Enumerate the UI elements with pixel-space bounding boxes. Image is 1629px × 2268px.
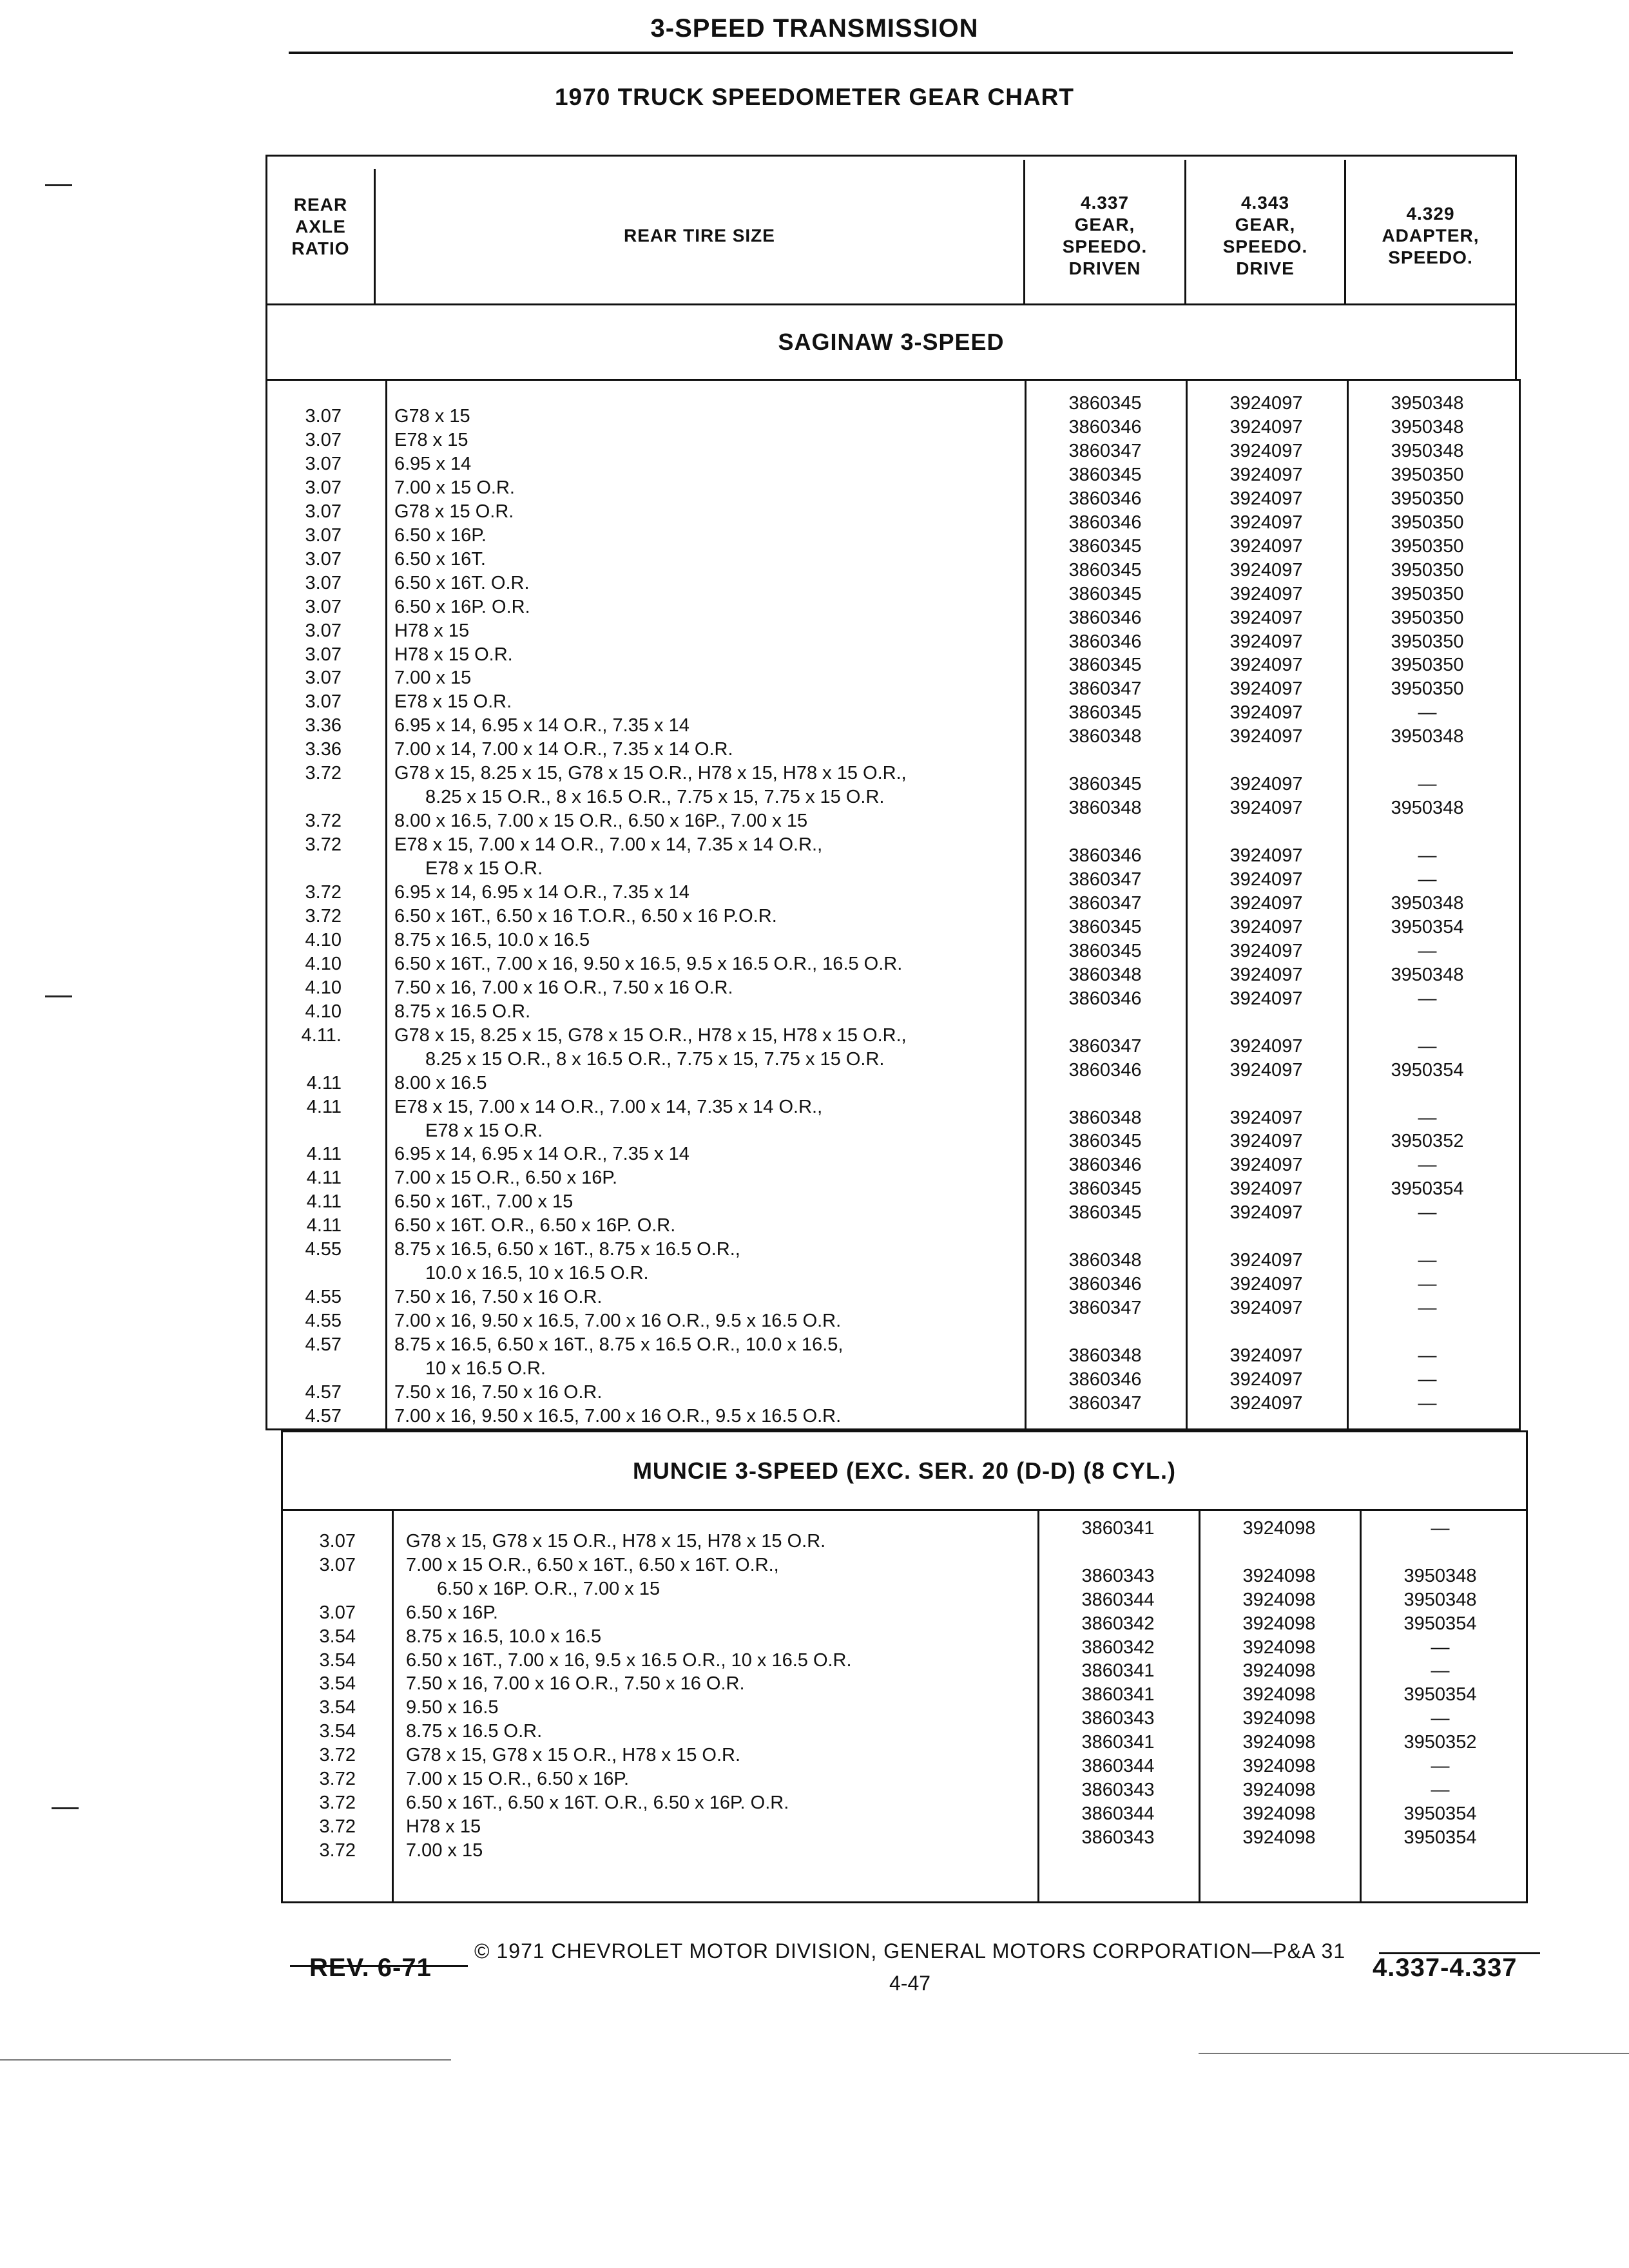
title-rule (289, 52, 1513, 54)
tire-size-cell: G78 x 15 O.R. (394, 501, 514, 522)
gear-driven-cell: 3860347 (1068, 869, 1142, 890)
gear-driven-cell: 3860343 (1081, 1565, 1155, 1586)
tire-size-cell: 7.00 x 15 (406, 1840, 483, 1861)
axle-ratio-cell: 3.72 (305, 834, 342, 856)
axle-ratio-cell: 3.72 (319, 1745, 356, 1766)
tire-size-cell: 6.50 x 16T. O.R. (394, 572, 530, 593)
section-title-saginaw: SAGINAW 3-SPEED (778, 329, 1005, 355)
table-row (0, 798, 1629, 833)
table-row (0, 1518, 1629, 1553)
section-reference: 4.337-4.337 (1373, 1954, 1518, 1982)
adapter-cell: 3950354 (1403, 1613, 1477, 1634)
gear-drive-cell: 3924097 (1229, 1035, 1303, 1057)
adapter-cell: 3950354 (1391, 1059, 1464, 1081)
gear-driven-cell: 3860346 (1068, 1059, 1142, 1081)
gear-drive-cell: 3924098 (1242, 1779, 1316, 1800)
adapter-cell: 3950348 (1391, 798, 1464, 819)
axle-ratio-cell: 3.07 (305, 691, 342, 713)
tire-size-cell: 8.00 x 16.5, 7.00 x 15 O.R., 6.50 x 16P., 7.00 x 15 (394, 811, 808, 832)
gear-driven-cell: 3860348 (1068, 964, 1142, 985)
adapter-cell: — (1431, 1756, 1450, 1776)
tire-size-cell: E78 x 15, 7.00 x 14 O.R., 7.00 x 14, 7.35 x 14 O.R., (394, 834, 823, 856)
gear-drive-cell: 3924098 (1242, 1660, 1316, 1682)
gear-drive-cell: 3924097 (1229, 774, 1303, 795)
gear-drive-cell: 3924097 (1229, 726, 1303, 747)
gear-drive-cell: 3924097 (1229, 535, 1303, 557)
tire-size-cell: G78 x 15 (394, 406, 470, 427)
gear-driven-cell: 3860348 (1068, 1345, 1142, 1366)
tire-size-cell: 6.50 x 16T. (394, 548, 486, 570)
gear-drive-cell: 3924097 (1229, 1059, 1303, 1081)
axle-ratio-cell: 3.72 (319, 1769, 356, 1789)
tire-size-cell: H78 x 15 (406, 1816, 481, 1837)
gear-drive-cell: 3924097 (1229, 916, 1303, 937)
gear-drive-cell: 3924098 (1242, 1637, 1316, 1658)
axle-ratio-cell: 3.07 (305, 668, 342, 689)
tire-size-cell: 6.50 x 16T., 7.00 x 16, 9.5 x 16.5 O.R., 10 x 16.5 O.R. (406, 1649, 852, 1671)
gear-driven-cell: 3860347 (1068, 678, 1142, 700)
scan-edge-line (0, 2059, 451, 2061)
gear-drive-cell: 3924097 (1229, 607, 1303, 628)
gear-drive-cell: 3924097 (1229, 1107, 1303, 1128)
table-row (0, 726, 1629, 762)
gear-drive-cell: 3924097 (1229, 845, 1303, 867)
gear-driven-cell: 3860342 (1081, 1637, 1155, 1658)
gear-drive-cell: 3924097 (1229, 559, 1303, 581)
tire-size-cell: E78 x 15 (394, 429, 468, 450)
page-title: 3-SPEED TRANSMISSION (650, 14, 979, 43)
axle-ratio-cell: 3.07 (305, 572, 342, 593)
gear-driven-cell: 3860343 (1081, 1779, 1155, 1800)
adapter-cell: — (1418, 1392, 1437, 1414)
axle-ratio-cell: 3.36 (305, 739, 342, 760)
tire-size-cell: E78 x 15 O.R. (394, 691, 512, 713)
tire-size-cell: G78 x 15, G78 x 15 O.R., H78 x 15, H78 x 15 O.R. (406, 1531, 826, 1552)
gear-driven-cell: 3860347 (1068, 440, 1142, 461)
table-row (0, 1298, 1629, 1333)
gear-driven-cell: 3860343 (1081, 1708, 1155, 1729)
tire-size-cell: 6.50 x 16P. O.R. (394, 596, 530, 617)
tire-size-cell: 8.75 x 16.5, 6.50 x 16T., 8.75 x 16.5 O.R., (394, 1239, 740, 1260)
tire-size-cell: 7.50 x 16, 7.50 x 16 O.R. (394, 1287, 602, 1308)
adapter-cell: — (1418, 1345, 1437, 1366)
gear-driven-cell: 3860347 (1068, 1035, 1142, 1057)
gear-driven-cell: 3860346 (1068, 1155, 1142, 1176)
chart-title: 1970 TRUCK SPEEDOMETER GEAR CHART (554, 84, 1074, 110)
tire-size-cell: 8.25 x 15 O.R., 8 x 16.5 O.R., 7.75 x 15, 7.75 x 15 O.R. (425, 787, 885, 808)
gear-drive-cell: 3924098 (1242, 1684, 1316, 1706)
tire-size-cell: 10 x 16.5 O.R. (425, 1358, 546, 1379)
gear-driven-cell: 3860341 (1081, 1660, 1155, 1682)
gear-driven-cell: 3860341 (1081, 1732, 1155, 1753)
gear-driven-cell: 3860345 (1068, 1131, 1142, 1152)
axle-ratio-cell: 4.11 (306, 1072, 342, 1093)
gear-driven-cell: 3860346 (1068, 1369, 1142, 1390)
tire-size-cell: 6.50 x 16P. O.R., 7.00 x 15 (437, 1578, 660, 1599)
gear-drive-cell: 3924097 (1229, 988, 1303, 1009)
gear-driven-cell: 3860345 (1068, 559, 1142, 581)
gear-driven-cell: 3860342 (1081, 1613, 1155, 1634)
gear-driven-cell: 3860348 (1068, 1107, 1142, 1128)
gear-driven-cell: 3860345 (1068, 940, 1142, 961)
gear-drive-cell: 3924097 (1229, 1392, 1303, 1414)
axle-ratio-cell: 3.54 (319, 1626, 356, 1647)
tire-size-cell: H78 x 15 O.R. (394, 644, 513, 665)
tire-size-cell: 10.0 x 16.5, 10 x 16.5 O.R. (425, 1263, 649, 1284)
gear-driven-cell: 3860345 (1068, 1202, 1142, 1224)
axle-ratio-cell: 4.10 (305, 977, 342, 998)
header-axle-ratio: REAR AXLE RATIO (291, 195, 350, 258)
tire-size-cell: 6.50 x 16T., 7.00 x 15 (394, 1191, 574, 1213)
axle-ratio-cell: 3.07 (305, 548, 342, 570)
axle-ratio-cell: 4.11. (301, 1024, 342, 1046)
header-tire-size: REAR TIRE SIZE (624, 226, 775, 245)
tire-size-cell: G78 x 15, 8.25 x 15, G78 x 15 O.R., H78 x 15, H78 x 15 O.R., (394, 763, 907, 784)
gear-drive-cell: 3924098 (1242, 1613, 1316, 1634)
adapter-cell: — (1431, 1779, 1450, 1800)
axle-ratio-cell: 4.57 (305, 1381, 342, 1403)
revision-label: REV. 6-71 (309, 1954, 432, 1982)
adapter-cell: — (1431, 1708, 1450, 1729)
tire-size-cell: 7.00 x 15 O.R., 6.50 x 16P. (394, 1168, 618, 1189)
header-adapter: 4.329 ADAPTER, SPEEDO. (1382, 204, 1480, 267)
adapter-cell: 3950354 (1403, 1827, 1477, 1848)
gear-driven-cell: 3860348 (1068, 1250, 1142, 1271)
tire-size-cell: 9.50 x 16.5 (406, 1697, 499, 1718)
tire-size-cell: E78 x 15 O.R. (425, 1120, 543, 1141)
tire-size-cell: 7.50 x 16, 7.50 x 16 O.R. (394, 1381, 602, 1403)
gear-drive-cell: 3924097 (1229, 416, 1303, 437)
adapter-cell: — (1431, 1660, 1450, 1682)
axle-ratio-cell: 4.10 (305, 929, 342, 950)
gear-driven-cell: 3860346 (1068, 607, 1142, 628)
gear-driven-cell: 3860345 (1068, 702, 1142, 724)
adapter-cell: 3950348 (1391, 964, 1464, 985)
axle-ratio-cell: 3.72 (305, 811, 342, 832)
gear-driven-cell: 3860343 (1081, 1827, 1155, 1848)
axle-ratio-cell: 3.54 (319, 1649, 356, 1671)
axle-ratio-cell: 4.11 (306, 1168, 342, 1189)
gear-driven-cell: 3860347 (1068, 1298, 1142, 1319)
gear-driven-cell: 3860345 (1068, 583, 1142, 604)
gear-driven-cell: 3860346 (1068, 631, 1142, 652)
adapter-cell: — (1418, 940, 1437, 961)
adapter-cell: 3950348 (1391, 892, 1464, 914)
adapter-cell: 3950354 (1391, 1178, 1464, 1200)
gear-drive-cell: 3924097 (1229, 1369, 1303, 1390)
tire-size-cell: 8.75 x 16.5, 6.50 x 16T., 8.75 x 16.5 O.R., 10.0 x 16.5, (394, 1334, 843, 1356)
axle-ratio-cell: 3.72 (305, 763, 342, 784)
tire-size-cell: 6.95 x 14, 6.95 x 14 O.R., 7.35 x 14 (394, 882, 689, 903)
axle-ratio-cell: 3.72 (319, 1816, 356, 1837)
adapter-cell: 3950352 (1403, 1732, 1477, 1753)
gear-driven-cell: 3860345 (1068, 655, 1142, 676)
gear-drive-cell: 3924097 (1229, 964, 1303, 985)
gear-drive-cell: 3924097 (1229, 1131, 1303, 1152)
tire-size-cell: 6.50 x 16T., 6.50 x 16 T.O.R., 6.50 x 16 P.O.R. (394, 905, 777, 927)
axle-ratio-cell: 3.07 (305, 596, 342, 617)
gear-drive-cell: 3924097 (1229, 1345, 1303, 1366)
gear-driven-cell: 3860345 (1068, 393, 1142, 414)
header-gear-driven: 4.337 GEAR, SPEEDO. DRIVEN (1062, 193, 1148, 278)
adapter-cell: — (1431, 1518, 1450, 1539)
gear-drive-cell: 3924097 (1229, 488, 1303, 509)
gear-driven-cell: 3860346 (1068, 488, 1142, 509)
axle-ratio-cell: 3.07 (305, 453, 342, 474)
tire-size-cell: 8.75 x 16.5, 10.0 x 16.5 (406, 1626, 602, 1647)
adapter-cell: 3950350 (1391, 631, 1464, 652)
adapter-cell: 3950354 (1391, 916, 1464, 937)
axle-ratio-cell: 4.55 (305, 1287, 342, 1308)
axle-ratio-cell: 3.54 (319, 1697, 356, 1718)
gear-drive-cell: 3924097 (1229, 1202, 1303, 1224)
gear-driven-cell: 3860346 (1068, 416, 1142, 437)
axle-ratio-cell: 3.07 (305, 524, 342, 546)
copyright-notice: © 1971 CHEVROLET MOTOR DIVISION, GENERAL MOTORS CORPORATION—P&A 31 (474, 1939, 1346, 1963)
adapter-cell: — (1418, 1250, 1437, 1271)
table-row (0, 1827, 1629, 1863)
adapter-cell: — (1418, 1274, 1437, 1295)
gear-driven-cell: 3860346 (1068, 1274, 1142, 1295)
axle-ratio-cell: 3.07 (305, 501, 342, 522)
tire-size-cell: 7.00 x 15 O.R., 6.50 x 16P. (406, 1769, 630, 1789)
adapter-cell: 3950350 (1391, 488, 1464, 509)
adapter-cell: — (1418, 869, 1437, 890)
tire-size-cell: G78 x 15, 8.25 x 15, G78 x 15 O.R., H78 x 15, H78 x 15 O.R., (394, 1024, 907, 1046)
adapter-cell: — (1418, 1298, 1437, 1319)
gear-driven-cell: 3860344 (1081, 1803, 1155, 1824)
gear-drive-cell: 3924097 (1229, 464, 1303, 485)
adapter-cell: 3950348 (1391, 416, 1464, 437)
gear-driven-cell: 3860346 (1068, 988, 1142, 1009)
gear-drive-cell: 3924097 (1229, 655, 1303, 676)
gear-driven-cell: 3860348 (1068, 798, 1142, 819)
tire-size-cell: 6.50 x 16T. O.R., 6.50 x 16P. O.R. (394, 1215, 676, 1236)
adapter-cell: — (1418, 1202, 1437, 1224)
adapter-cell: — (1418, 845, 1437, 867)
adapter-cell: — (1418, 988, 1437, 1009)
tire-size-cell: 8.25 x 15 O.R., 8 x 16.5 O.R., 7.75 x 15, 7.75 x 15 O.R. (425, 1048, 885, 1070)
gear-drive-cell: 3924097 (1229, 1178, 1303, 1200)
gear-drive-cell: 3924097 (1229, 702, 1303, 724)
adapter-cell: 3950348 (1391, 393, 1464, 414)
adapter-cell: 3950350 (1391, 607, 1464, 628)
axle-ratio-cell: 4.55 (305, 1239, 342, 1260)
axle-ratio-cell: 4.11 (306, 1144, 342, 1165)
axle-ratio-cell: 4.10 (305, 1001, 342, 1022)
gear-driven-cell: 3860345 (1068, 916, 1142, 937)
scan-edge-line (1199, 2053, 1629, 2054)
adapter-cell: 3950350 (1391, 464, 1464, 485)
table-row (0, 988, 1629, 1024)
axle-ratio-cell: 3.54 (319, 1673, 356, 1695)
gear-driven-cell: 3860344 (1081, 1756, 1155, 1776)
tire-size-cell: 8.75 x 16.5 O.R. (394, 1001, 531, 1022)
gear-driven-cell: 3860346 (1068, 512, 1142, 533)
adapter-cell: — (1418, 1369, 1437, 1390)
tire-size-cell: 7.50 x 16, 7.00 x 16 O.R., 7.50 x 16 O.R. (406, 1673, 745, 1695)
tire-size-cell: 7.00 x 15 O.R. (394, 477, 515, 498)
gear-drive-cell: 3924098 (1242, 1518, 1316, 1539)
adapter-cell: 3950350 (1391, 512, 1464, 533)
axle-ratio-cell: 3.54 (319, 1721, 356, 1742)
axle-ratio-cell: 3.07 (305, 644, 342, 665)
axle-ratio-cell: 4.57 (305, 1334, 342, 1356)
adapter-cell: 3950350 (1391, 535, 1464, 557)
axle-ratio-cell: 4.11 (306, 1096, 342, 1117)
axle-ratio-cell: 4.55 (305, 1311, 342, 1332)
axle-ratio-cell: 3.72 (319, 1792, 356, 1813)
gear-drive-cell: 3924097 (1229, 869, 1303, 890)
gear-drive-cell: 3924097 (1229, 583, 1303, 604)
adapter-cell: — (1418, 774, 1437, 795)
tire-size-cell: E78 x 15, 7.00 x 14 O.R., 7.00 x 14, 7.35 x 14 O.R., (394, 1096, 823, 1117)
tire-size-cell: 6.50 x 16T., 6.50 x 16T. O.R., 6.50 x 16P. O.R. (406, 1792, 789, 1813)
tire-size-cell: 6.50 x 16P. (406, 1602, 498, 1623)
gear-driven-cell: 3860347 (1068, 1392, 1142, 1414)
adapter-cell: 3950352 (1391, 1131, 1464, 1152)
tire-size-cell: 6.95 x 14, 6.95 x 14 O.R., 7.35 x 14 (394, 1144, 689, 1165)
gear-drive-cell: 3924098 (1242, 1803, 1316, 1824)
gear-drive-cell: 3924097 (1229, 440, 1303, 461)
axle-ratio-cell: 4.10 (305, 953, 342, 974)
tire-size-cell: 8.00 x 16.5 (394, 1072, 487, 1093)
axle-ratio-cell: 3.72 (319, 1840, 356, 1861)
gear-driven-cell: 3860344 (1081, 1589, 1155, 1610)
axle-ratio-cell: 4.57 (305, 1405, 342, 1427)
axle-ratio-cell: 3.72 (305, 905, 342, 927)
gear-drive-cell: 3924098 (1242, 1589, 1316, 1610)
axle-ratio-cell: 3.07 (305, 620, 342, 641)
gear-driven-cell: 3860345 (1068, 535, 1142, 557)
tire-size-cell: 6.95 x 14 (394, 453, 472, 474)
axle-ratio-cell: 3.36 (305, 715, 342, 736)
margin-mark (45, 184, 72, 186)
gear-drive-cell: 3924097 (1229, 1155, 1303, 1176)
tire-size-cell: 6.50 x 16T., 7.00 x 16, 9.50 x 16.5, 9.5 x 16.5 O.R., 16.5 O.R. (394, 953, 903, 974)
adapter-cell: 3950348 (1391, 440, 1464, 461)
adapter-cell: 3950348 (1391, 726, 1464, 747)
gear-driven-cell: 3860341 (1081, 1518, 1155, 1539)
gear-drive-cell: 3924097 (1229, 940, 1303, 961)
adapter-cell: 3950348 (1403, 1565, 1477, 1586)
gear-drive-cell: 3924097 (1229, 678, 1303, 700)
gear-drive-cell: 3924097 (1229, 631, 1303, 652)
axle-ratio-cell: 3.07 (319, 1531, 356, 1552)
gear-driven-cell: 3860341 (1081, 1684, 1155, 1706)
axle-ratio-cell: 3.07 (305, 406, 342, 427)
gear-drive-cell: 3924098 (1242, 1732, 1316, 1753)
adapter-cell: — (1418, 1155, 1437, 1176)
tire-size-cell: G78 x 15, G78 x 15 O.R., H78 x 15 O.R. (406, 1745, 741, 1766)
axle-ratio-cell: 3.72 (305, 882, 342, 903)
gear-drive-cell: 3924097 (1229, 512, 1303, 533)
section-title-muncie: MUNCIE 3-SPEED (EXC. SER. 20 (D-D) (8 CYL.) (632, 1457, 1177, 1484)
tire-size-cell: 6.95 x 14, 6.95 x 14 O.R., 7.35 x 14 (394, 715, 689, 736)
adapter-cell: 3950350 (1391, 559, 1464, 581)
gear-drive-cell: 3924098 (1242, 1565, 1316, 1586)
adapter-cell: — (1418, 1035, 1437, 1057)
adapter-cell: 3950354 (1403, 1684, 1477, 1706)
gear-drive-cell: 3924098 (1242, 1756, 1316, 1776)
adapter-cell: 3950350 (1391, 678, 1464, 700)
gear-drive-cell: 3924097 (1229, 1274, 1303, 1295)
gear-driven-cell: 3860345 (1068, 774, 1142, 795)
adapter-cell: — (1431, 1637, 1450, 1658)
adapter-cell: 3950350 (1391, 655, 1464, 676)
axle-ratio-cell: 3.07 (319, 1602, 356, 1623)
gear-driven-cell: 3860346 (1068, 845, 1142, 867)
page-number: 4-47 (889, 1972, 931, 1995)
tire-size-cell: H78 x 15 (394, 620, 470, 641)
tire-size-cell: 7.00 x 16, 9.50 x 16.5, 7.00 x 16 O.R., 9.5 x 16.5 O.R. (394, 1405, 842, 1427)
gear-driven-cell: 3860347 (1068, 892, 1142, 914)
axle-ratio-cell: 3.07 (305, 429, 342, 450)
gear-driven-cell: 3860345 (1068, 1178, 1142, 1200)
gear-drive-cell: 3924098 (1242, 1827, 1316, 1848)
axle-ratio-cell: 4.11 (306, 1191, 342, 1213)
adapter-cell: — (1418, 702, 1437, 724)
header-gear-drive: 4.343 GEAR, SPEEDO. DRIVE (1222, 193, 1308, 278)
gear-drive-cell: 3924097 (1229, 393, 1303, 414)
gear-driven-cell: 3860345 (1068, 464, 1142, 485)
gear-drive-cell: 3924097 (1229, 1250, 1303, 1271)
tire-size-cell: 7.50 x 16, 7.00 x 16 O.R., 7.50 x 16 O.R. (394, 977, 733, 998)
adapter-cell: — (1418, 1107, 1437, 1128)
tire-size-cell: 7.00 x 15 O.R., 6.50 x 16T., 6.50 x 16T. O.R., (406, 1554, 779, 1575)
axle-ratio-cell: 4.11 (306, 1215, 342, 1236)
axle-ratio-cell: 3.07 (305, 477, 342, 498)
tire-size-cell: E78 x 15 O.R. (425, 858, 543, 879)
gear-drive-cell: 3924097 (1229, 892, 1303, 914)
gear-drive-cell: 3924097 (1229, 798, 1303, 819)
axle-ratio-cell: 3.07 (319, 1554, 356, 1575)
tire-size-cell: 6.50 x 16P. (394, 524, 487, 546)
adapter-cell: 3950350 (1391, 583, 1464, 604)
gear-driven-cell: 3860348 (1068, 726, 1142, 747)
tire-size-cell: 8.75 x 16.5 O.R. (406, 1721, 543, 1742)
adapter-cell: 3950348 (1403, 1589, 1477, 1610)
tire-size-cell: 7.00 x 16, 9.50 x 16.5, 7.00 x 16 O.R., 9.5 x 16.5 O.R. (394, 1311, 842, 1332)
gear-drive-cell: 3924098 (1242, 1708, 1316, 1729)
tire-size-cell: 7.00 x 14, 7.00 x 14 O.R., 7.35 x 14 O.R. (394, 739, 733, 760)
adapter-cell: 3950354 (1403, 1803, 1477, 1824)
tire-size-cell: 8.75 x 16.5, 10.0 x 16.5 (394, 929, 590, 950)
gear-drive-cell: 3924097 (1229, 1298, 1303, 1319)
tire-size-cell: 7.00 x 15 (394, 668, 472, 689)
